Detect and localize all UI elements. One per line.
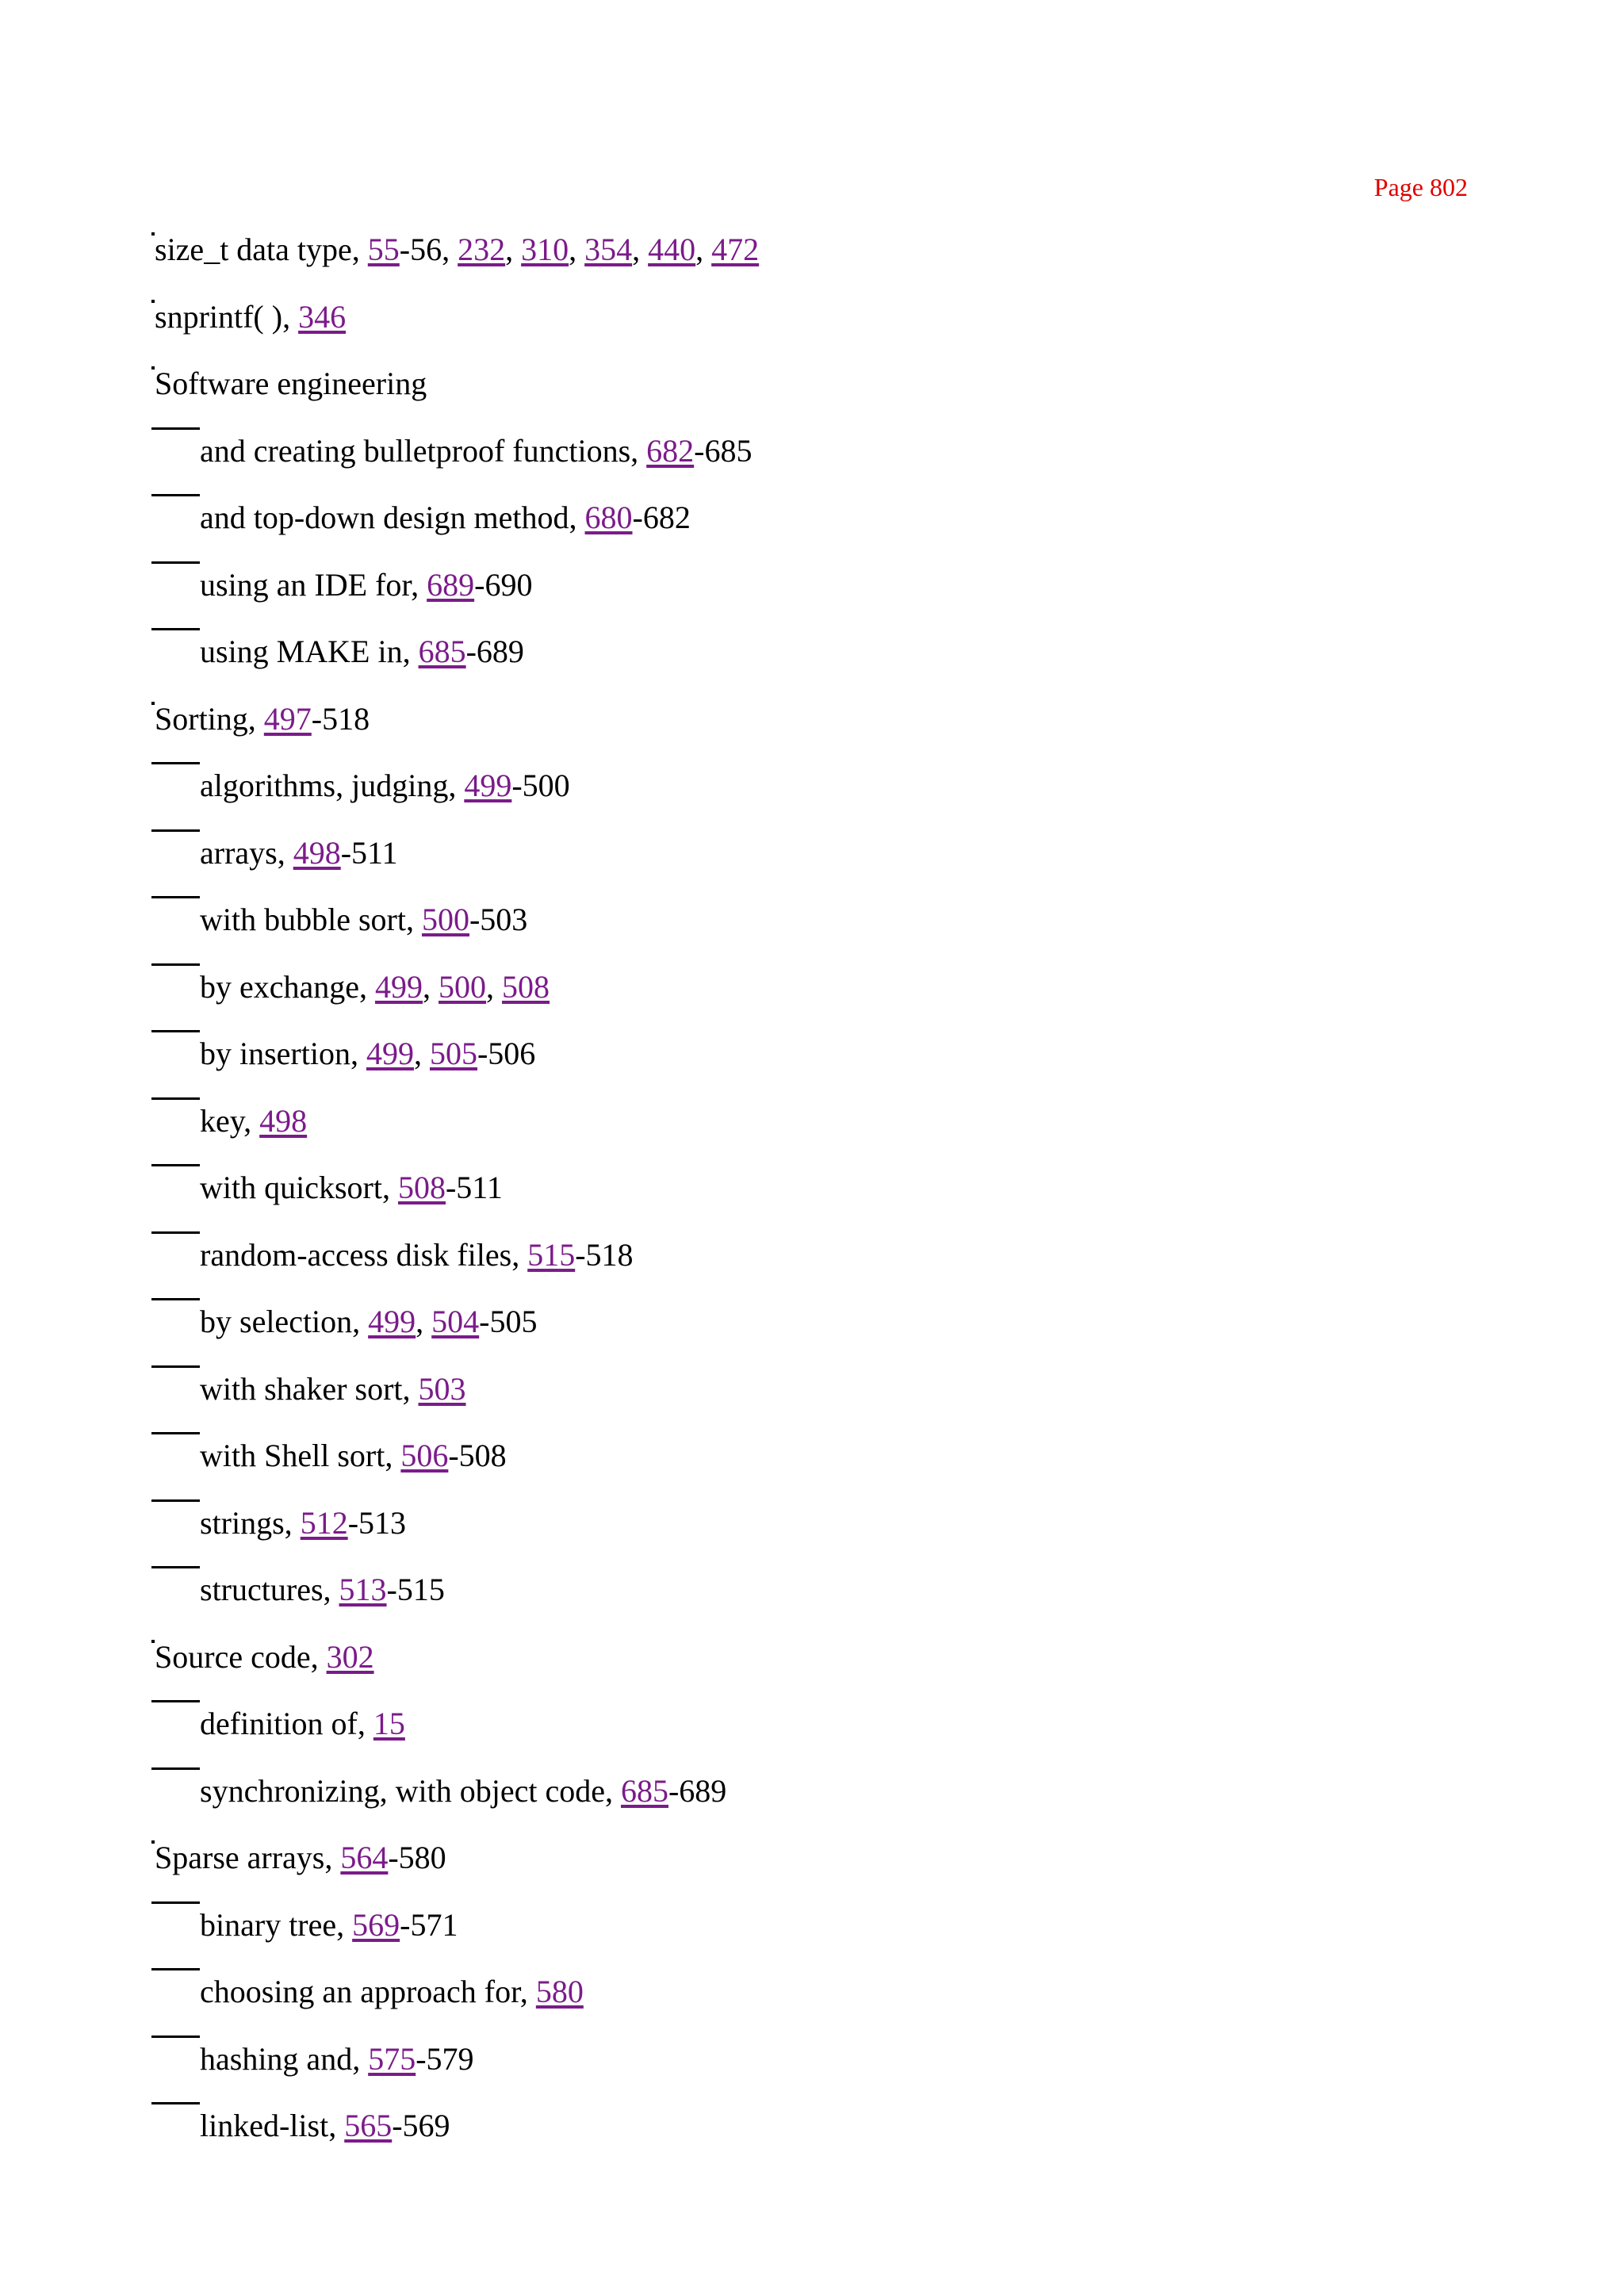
entry-term: by insertion, [200, 1036, 366, 1071]
index-subentry [151, 492, 759, 560]
subentry-dash [151, 1968, 200, 1970]
subentry-dash [151, 1767, 200, 1770]
entry-term: hashing and, [200, 2040, 369, 2077]
entry-term: using an IDE for, [200, 566, 427, 603]
page-range-text: -569 [392, 2108, 450, 2143]
index-entry [151, 1833, 759, 1900]
entry-term: binary tree, [200, 1906, 353, 1943]
page-range-text: -506 [477, 1036, 536, 1071]
entry-term: with Shell sort, [200, 1438, 401, 1473]
page-range-text: -579 [416, 2040, 474, 2077]
index-entry [151, 358, 759, 426]
subentry-dash [151, 1097, 200, 1100]
subentry-dash [151, 1566, 200, 1568]
page-reference-link[interactable]: 499 [368, 1304, 416, 1339]
entry-term: Sparse arrays, [155, 1840, 341, 1875]
entry-term: with quicksort, [200, 1170, 398, 1205]
index-subentry [151, 1564, 759, 1632]
index-subentry [151, 1698, 759, 1766]
entry-term: size_t data type, [155, 232, 368, 267]
index-entry [151, 224, 759, 292]
page-reference-link[interactable]: 499 [375, 968, 423, 1005]
entry-term: algorithms, judging, [200, 768, 465, 803]
page-reference-link[interactable]: 512 [300, 1504, 348, 1541]
page-reference-link[interactable]: 685 [418, 634, 466, 669]
index-subentry [151, 1096, 759, 1163]
page-range-text: -689 [668, 1772, 727, 1809]
entry-term: using MAKE in, [200, 634, 419, 669]
index-entry [151, 292, 759, 359]
index-subentry [151, 1230, 759, 1297]
subentry-dash [151, 1231, 200, 1234]
page-reference-link[interactable]: 498 [259, 1102, 308, 1139]
index-subentry [151, 962, 759, 1029]
entry-term: strings, [200, 1504, 301, 1541]
entry-term: by selection, [200, 1304, 369, 1339]
page-reference-link[interactable]: 440 [648, 232, 696, 267]
page-reference-link[interactable]: 506 [400, 1438, 449, 1473]
page-range-text: , [632, 232, 649, 267]
entry-term: with shaker sort, [200, 1370, 419, 1407]
subentry-dash [151, 2035, 200, 2038]
entry-term: Software engineering [155, 366, 427, 401]
index-entry [151, 694, 759, 761]
page-reference-link[interactable]: 513 [339, 1572, 387, 1607]
entry-term: choosing an approach for, [200, 1974, 536, 2009]
page-range-text: , [569, 232, 585, 267]
entry-term: Source code, [155, 1638, 327, 1675]
page-range-text: , [505, 232, 522, 267]
entry-term: with bubble sort, [200, 902, 422, 937]
index-subentry [151, 1900, 759, 1967]
page-reference-link[interactable]: 302 [326, 1638, 374, 1675]
page-reference-link[interactable]: 508 [502, 968, 550, 1005]
page-reference-link[interactable]: 504 [431, 1304, 480, 1339]
subentry-dash [151, 829, 200, 832]
index-subentry [151, 2101, 759, 2168]
subentry-dash [151, 628, 200, 630]
subentry-dash [151, 762, 200, 764]
page-reference-link[interactable]: 575 [368, 2040, 416, 2077]
page-reference-link[interactable]: 564 [340, 1840, 389, 1875]
page-range-text: , [695, 232, 712, 267]
page-reference-link[interactable]: 682 [646, 432, 695, 469]
entry-term: linked-list, [200, 2108, 345, 2143]
subentry-dash [151, 963, 200, 966]
page-range-text: -511 [445, 1170, 503, 1205]
page-range-text: -682 [632, 500, 691, 535]
subentry-dash [151, 1901, 200, 1904]
page-range-text: -503 [469, 902, 528, 937]
page-range-text: -505 [479, 1304, 538, 1339]
subentry-dash [151, 1499, 200, 1502]
subentry-dash [151, 427, 200, 430]
page-reference-link[interactable]: 680 [584, 500, 633, 535]
page-reference-link[interactable]: 499 [464, 768, 512, 803]
subentry-dash [151, 1700, 200, 1702]
page-reference-link[interactable]: 685 [620, 1772, 668, 1809]
page-reference-link[interactable]: 505 [429, 1036, 477, 1071]
entry-term: Sorting, [155, 700, 264, 737]
page-range-text: , [486, 968, 503, 1005]
index-subentry [151, 626, 759, 694]
entry-term: definition of, [200, 1706, 373, 1741]
page-reference-link[interactable]: 580 [535, 1974, 584, 2009]
entry-term: structures, [200, 1572, 339, 1607]
page-range-text: -511 [340, 834, 398, 871]
index-subentry [151, 1967, 759, 2034]
page-reference-link[interactable]: 515 [527, 1236, 576, 1273]
subentry-dash [151, 1164, 200, 1166]
subentry-dash [151, 1030, 200, 1032]
page-range-text: -690 [474, 566, 533, 603]
page-range-text: , [423, 968, 439, 1005]
page-range-text: -56, [399, 232, 458, 267]
index-subentry [151, 760, 759, 828]
page-reference-link[interactable]: 498 [293, 834, 341, 871]
page-range-text: -513 [347, 1504, 407, 1541]
page-reference-link[interactable]: 310 [521, 232, 569, 267]
page-reference-link[interactable]: 689 [427, 566, 475, 603]
index-subentry [151, 1430, 759, 1498]
subentry-dash [151, 896, 200, 898]
subentry-dash [151, 2102, 200, 2104]
page-reference-link[interactable]: 497 [263, 700, 312, 737]
page-reference-link[interactable]: 499 [366, 1036, 414, 1071]
page-reference-link[interactable]: 565 [344, 2108, 393, 2143]
page-range-text: -518 [575, 1236, 634, 1273]
entry-term: synchronizing, with object code, [200, 1772, 621, 1809]
page-range-text: -518 [311, 700, 370, 737]
page-reference-link[interactable]: 232 [458, 232, 506, 267]
index-entry [151, 1632, 759, 1699]
page-range-text: -580 [388, 1840, 446, 1875]
page-reference-link[interactable]: 55 [367, 232, 400, 267]
index-subentry [151, 1028, 759, 1096]
index-subentry [151, 426, 759, 493]
index-subentry [151, 1296, 759, 1364]
index-subentry [151, 2034, 759, 2101]
subentry-dash [151, 494, 200, 496]
page-reference-link[interactable]: 354 [584, 232, 633, 267]
subentry-dash [151, 561, 200, 564]
page-reference-link[interactable]: 346 [298, 298, 347, 335]
page-range-text: , [413, 1036, 430, 1071]
page-range-text: , [416, 1304, 432, 1339]
page-number: Page 802 [1373, 173, 1468, 201]
index-subentry [151, 894, 759, 962]
subentry-dash [151, 1365, 200, 1368]
subentry-dash [151, 1432, 200, 1434]
index-subentry [151, 1498, 759, 1565]
entry-term: arrays, [200, 834, 293, 871]
index-subentry [151, 1364, 759, 1431]
page-range-text: -685 [694, 432, 753, 469]
page-range-text: -508 [448, 1438, 507, 1473]
entry-term: and creating bulletproof functions, [200, 432, 647, 469]
subentry-dash [151, 1298, 200, 1300]
index-subentry [151, 1766, 759, 1833]
page-reference-link[interactable]: 500 [421, 902, 469, 937]
index-subentry [151, 828, 759, 895]
page-reference-link[interactable]: 503 [418, 1370, 466, 1407]
entry-term: by exchange, [200, 968, 376, 1005]
index-subentry [151, 560, 759, 627]
index-list [151, 224, 759, 2168]
entry-term: and top-down design method, [200, 500, 585, 535]
entry-term: random-access disk files, [200, 1236, 528, 1273]
entry-term: snprintf( ), [155, 298, 299, 335]
page-reference-link[interactable]: 508 [397, 1170, 446, 1205]
entry-term: key, [200, 1102, 260, 1139]
index-subentry [151, 1162, 759, 1230]
page-reference-link[interactable]: 569 [352, 1906, 400, 1943]
page-reference-link[interactable]: 15 [373, 1706, 405, 1741]
page-range-text: -689 [465, 634, 524, 669]
page-reference-link[interactable]: 472 [711, 232, 760, 267]
page-range-text: -571 [400, 1906, 458, 1943]
page-range-text: -515 [386, 1572, 445, 1607]
page-range-text: -500 [511, 768, 570, 803]
page-reference-link[interactable]: 500 [439, 968, 487, 1005]
